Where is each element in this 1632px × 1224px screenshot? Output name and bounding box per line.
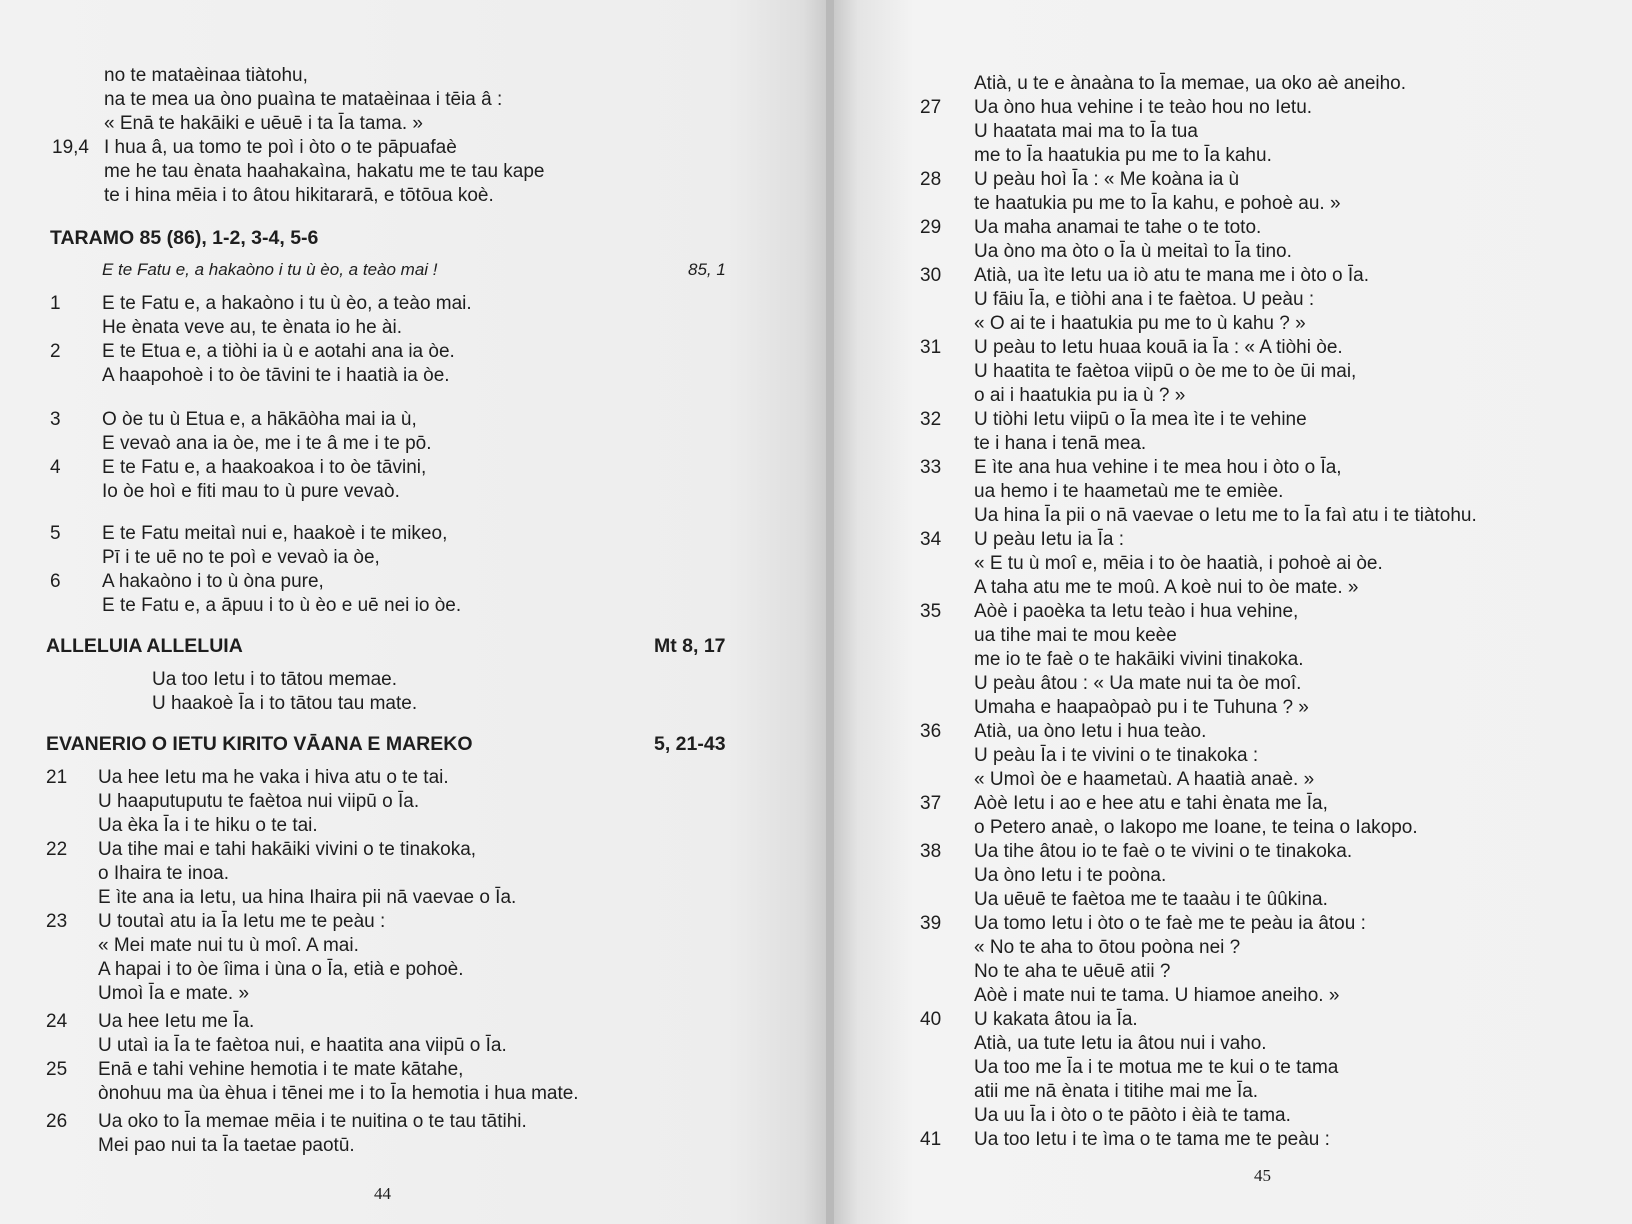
text-line: Ua too Ietu i te ìma o te tama me te peàu :	[974, 1129, 1330, 1150]
text-line: Ua uēuē te faètoa me te taaàu i te ûûkina.	[974, 889, 1328, 910]
verse-number: 4	[50, 457, 61, 478]
text-line: Mei pao nui ta Īa taetae paotū.	[98, 1135, 355, 1156]
text-line: Umaha e haapaòpaò pu i te Tuhuna ? »	[974, 697, 1309, 718]
text-line: Ua hina Īa pii o nā vaevae o Ietu me to Īa faì atu i te tiàtohu.	[974, 505, 1477, 526]
verse-number: 37	[920, 793, 942, 814]
text-line: « O ai te i haatukia pu me to ù kahu ? »	[974, 313, 1306, 334]
text-line: Ua tomo Ietu i òto o te faè me te peàu ia âtou :	[974, 913, 1366, 934]
text-line: U haatita te faètoa viipū o òe me to òe ūi mai,	[974, 361, 1357, 382]
text-line: A taha atu me te moû. A koè nui to òe mate. »	[974, 577, 1359, 598]
verse-number: 2	[50, 341, 61, 362]
verse-number: 40	[920, 1009, 942, 1030]
text-line: « No te aha to ōtou poòna nei ?	[974, 937, 1241, 958]
verse-number: 24	[46, 1011, 68, 1032]
text-line: U fāiu Īa, e tiòhi ana i te faètoa. U peàu :	[974, 289, 1315, 310]
text-line: A hapai i to òe îima i ùna o Īa, etià e pohoè.	[98, 959, 464, 980]
text-line: A haapohoè i to òe tāvini te i haatià ia òe.	[102, 365, 450, 386]
verse-number: 29	[920, 217, 942, 238]
verse-number: 32	[920, 409, 942, 430]
text-line: Ua oko to Īa memae mēia i te nuitina o te tau tātihi.	[98, 1111, 527, 1132]
verse-number: 22	[46, 839, 68, 860]
text-line: E te Fatu e, a haakoakoa i to òe tāvini,	[102, 457, 427, 478]
psalm-refrain: E te Fatu e, a hakaòno i tu ù èo, a teào mai !	[102, 260, 438, 279]
text-line: Umoì Īa e mate. »	[98, 983, 250, 1004]
verse-number: 39	[920, 913, 942, 934]
text-line: Ua hee Ietu ma he vaka i hiva atu o te tai.	[98, 767, 449, 788]
verse-number: 26	[46, 1111, 68, 1132]
text-line: E te Fatu e, a āpuu i to ù èo e uē nei io òe.	[102, 595, 462, 616]
gospel-ref: 5, 21-43	[654, 733, 726, 755]
verse-number: 31	[920, 337, 942, 358]
text-line: U tiòhi Ietu viipū o Īa mea ìte i te vehine	[974, 409, 1307, 430]
verse-number: 19,4	[52, 137, 89, 158]
text-line: I hua â, ua tomo te poì i òto o te pāpuafaè	[104, 137, 457, 158]
text-line: U peàu âtou : « Ua mate nui ta òe moî.	[974, 673, 1302, 694]
text-line: ònohuu ma ùa èhua i tēnei me i to Īa hemotia i hua mate.	[98, 1083, 579, 1104]
text-line: Atià, ua òno Ietu i hua teào.	[974, 721, 1207, 742]
text-line: Aòè i mate nui te tama. U hiamoe aneiho. »	[974, 985, 1340, 1006]
text-line: atii me nā ènata i titihe mai me Īa.	[974, 1081, 1259, 1102]
text-line: Aòè Ietu i ao e hee atu e tahi ènata me Īa,	[974, 793, 1328, 814]
text-line: ua hemo i te haametaù me te emièe.	[974, 481, 1284, 502]
text-line: U peàu to Ietu huaa kouā ia Īa : « A tiòhi òe.	[974, 337, 1343, 358]
text-line: Ua uu Īa i òto o te pāòto i èià te tama.	[974, 1105, 1291, 1126]
page-number: 45	[1254, 1166, 1271, 1185]
text-line: E ìte ana ia Ietu, ua hina Ihaira pii nā vaevae o Īa.	[98, 887, 517, 908]
verse-number: 28	[920, 169, 942, 190]
text-line: Atià, u te e ànaàna to Īa memae, ua oko aè aneiho.	[974, 73, 1407, 94]
verse-number: 6	[50, 571, 61, 592]
verse-number: 35	[920, 601, 942, 622]
verse-number: 38	[920, 841, 942, 862]
text-line: me io te faè o te hakāiki vivini tinakoka.	[974, 649, 1304, 670]
text-line: « E tu ù moî e, mēia i to òe haatià, i pohoè ai òe.	[974, 553, 1383, 574]
text-line: Ua òno hua vehine i te teào hou no Ietu.	[974, 97, 1313, 118]
alleluia-ref: Mt 8, 17	[654, 635, 726, 657]
text-line: U toutaì atu ia Īa Ietu me te peàu :	[98, 911, 386, 932]
text-line: U haakoè Īa i to tātou tau mate.	[152, 693, 418, 714]
verse-number: 27	[920, 97, 942, 118]
text-line: U utaì ia Īa te faètoa nui, e haatita ana viipū o Īa.	[98, 1035, 507, 1056]
text-line: E ìte ana hua vehine i te mea hou i òto o Īa,	[974, 457, 1342, 478]
text-line: E te Etua e, a tiòhi ia ù e aotahi ana ia òe.	[102, 341, 455, 362]
verse-number: 34	[920, 529, 942, 550]
text-line: No te aha te uēuē atii ?	[974, 961, 1171, 982]
text-line: « Enā te hakāiki e uēuē i ta Īa tama. »	[104, 113, 423, 134]
text-line: te i hina mēia i to âtou hikitararā, e tōtōua koè.	[104, 185, 494, 206]
text-line: U peàu Ietu ia Īa :	[974, 529, 1124, 550]
verse-number: 25	[46, 1059, 68, 1080]
psalm-heading: TARAMO 85 (86), 1-2, 3-4, 5-6	[50, 227, 319, 249]
text-line: Aòè i paoèka ta Ietu teào i hua vehine,	[974, 601, 1299, 622]
text-line: te haatukia pu me to Īa kahu, e pohoè au. »	[974, 193, 1341, 214]
verse-number: 21	[46, 767, 68, 788]
text-line: Io òe hoì e fiti mau to ù pure vevaò.	[102, 481, 400, 502]
text-line: o Petero anaè, o Iakopo me Ioane, te teina o Iakopo.	[974, 817, 1418, 838]
text-line: U peàu hoì Īa : « Me koàna ia ù	[974, 169, 1240, 190]
text-line: U kakata âtou ia Īa.	[974, 1009, 1138, 1030]
text-line: ua tihe mai te mou keèe	[974, 625, 1177, 646]
verse-number: 41	[920, 1129, 942, 1150]
text-line: Ua òno ma òto o Īa ù meitaì to Īa tino.	[974, 241, 1292, 262]
text-line: Ua hee Ietu me Īa.	[98, 1011, 255, 1032]
text-line: E te Fatu meitaì nui e, haakoè i te mikeo,	[102, 523, 448, 544]
text-line: Ua too Ietu i to tātou memae.	[152, 669, 398, 690]
text-line: Ua èka Īa i te hiku o te tai.	[98, 815, 318, 836]
text-line: me he tau ènata haahakaìna, hakatu me te tau kape	[104, 161, 545, 182]
psalm-refrain-ref: 85, 1	[688, 260, 726, 279]
verse-number: 23	[46, 911, 68, 932]
text-line: me to Īa haatukia pu me to Īa kahu.	[974, 145, 1272, 166]
text-line: Ua tihe mai e tahi hakāiki vivini o te tinakoka,	[98, 839, 477, 860]
text-line: Ua too me Īa i te motua me te kui o te tama	[974, 1057, 1339, 1078]
text-line: Ua tihe âtou io te faè o te vivini o te tinakoka.	[974, 841, 1353, 862]
verse-number: 33	[920, 457, 942, 478]
text-line: no te mataèinaa tiàtohu,	[104, 65, 308, 86]
text-line: Atià, ua ìte Ietu ua iò atu te mana me i òto o Īa.	[974, 265, 1370, 286]
verse-number: 36	[920, 721, 942, 742]
verse-number: 5	[50, 523, 61, 544]
text-line: Atià, ua tute Ietu ia âtou nui i vaho.	[974, 1033, 1267, 1054]
text-line: « Mei mate nui tu ù moî. A mai.	[98, 935, 359, 956]
verse-number: 1	[50, 293, 61, 314]
text-line: na te mea ua òno puaìna te mataèinaa i tēia â :	[104, 89, 503, 110]
text-line: He ènata veve au, te ènata io he ài.	[102, 317, 402, 338]
text-line: U haatata mai ma to Īa tua	[974, 121, 1198, 142]
verse-number: 3	[50, 409, 61, 430]
alleluia-heading: ALLELUIA ALLELUIA	[46, 635, 243, 657]
text-line: U haaputuputu te faètoa nui viipū o Īa.	[98, 791, 420, 812]
verse-number: 30	[920, 265, 942, 286]
text-line: E vevaò ana ia òe, me i te â me i te pō.	[102, 433, 432, 454]
right-page	[834, 0, 1632, 1224]
text-line: « Umoì òe e haametaù. A haatià anaè. »	[974, 769, 1315, 790]
text-line: Ua maha anamai te tahe o te toto.	[974, 217, 1262, 238]
text-line: O òe tu ù Etua e, a hākāòha mai ia ù,	[102, 409, 417, 430]
gospel-heading: EVANERIO O IETU KIRITO VĀANA E MAREKO	[46, 733, 473, 755]
text-line: Ua òno Ietu i te poòna.	[974, 865, 1167, 886]
text-line: o Ihaira te inoa.	[98, 863, 229, 884]
text-line: U peàu Īa i te vivini o te tinakoka :	[974, 745, 1259, 766]
text-line: o ai i haatukia pu ia ù ? »	[974, 385, 1186, 406]
text-line: te i hana i tenā mea.	[974, 433, 1147, 454]
text-line: A hakaòno i to ù òna pure,	[102, 571, 324, 592]
text-line: Enā e tahi vehine hemotia i te mate kātahe,	[98, 1059, 464, 1080]
text-line: E te Fatu e, a hakaòno i tu ù èo, a teào mai.	[102, 293, 472, 314]
page-number: 44	[374, 1184, 391, 1203]
text-line: Pī i te uē no te poì e vevaò ia òe,	[102, 547, 380, 568]
